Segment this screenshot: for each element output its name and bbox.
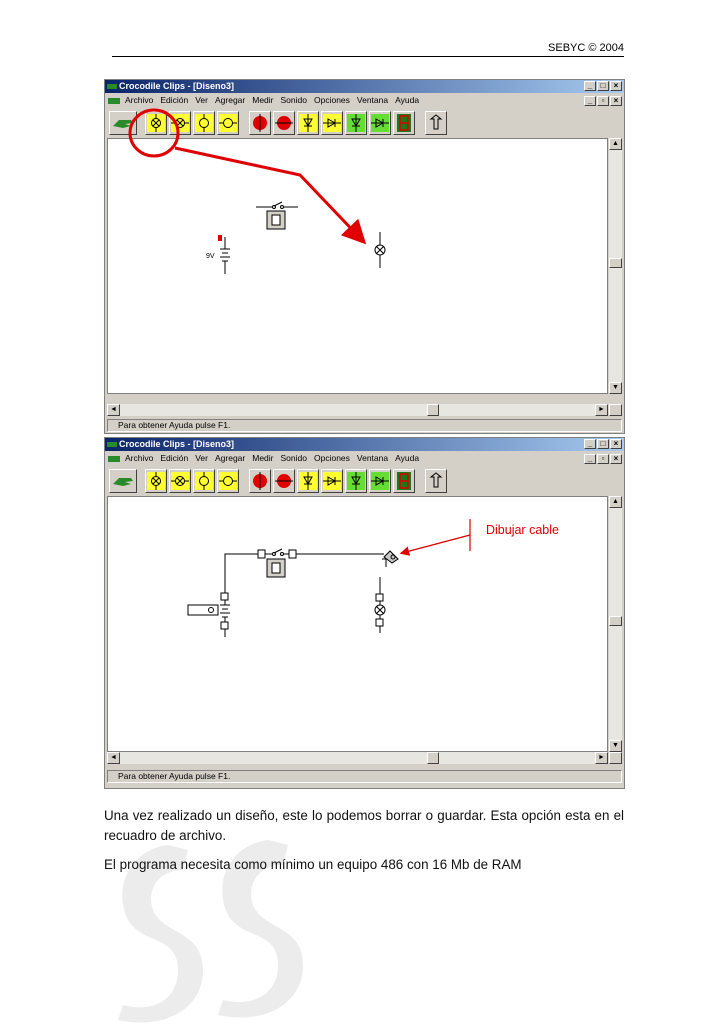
scroll-right-button[interactable]: ► [595,752,608,764]
restore-button[interactable]: ▫ [597,96,609,106]
green-led-icon [371,472,389,490]
tool-lamp-1[interactable] [145,469,167,493]
scroll-thumb[interactable] [427,404,439,416]
tool-diode-2[interactable] [321,469,343,493]
pencil-cursor-icon [382,551,398,567]
tool-crocodile[interactable] [109,469,137,493]
minimize-button[interactable]: _ [584,439,596,449]
minimize-button[interactable]: _ [584,81,596,91]
tool-lamp-1[interactable] [145,111,167,135]
tool-diode-2[interactable] [321,111,343,135]
scroll-up-button[interactable]: ▲ [609,496,622,508]
status-bar: Para obtener Ayuda pulse F1. [107,419,622,432]
diode-icon [299,472,317,490]
tool-diode-1[interactable] [297,469,319,493]
menu-opciones[interactable]: Opciones [313,95,350,105]
vertical-scrollbar[interactable] [609,496,622,752]
tool-arrow[interactable] [425,469,447,493]
menu-archivo[interactable]: Archivo [125,95,154,105]
horizontal-scrollbar[interactable] [107,404,608,416]
design-canvas[interactable] [107,138,608,394]
arrow-icon [427,114,445,132]
close-button[interactable]: × [610,439,622,449]
title-bar [105,80,624,93]
tool-lamp-2[interactable] [169,111,191,135]
lamp-icon [195,114,213,132]
menu-ventana[interactable]: Ventana [356,95,389,105]
diode-icon [323,472,341,490]
menu-medir[interactable]: Medir [252,95,274,105]
crocodile-icon [111,472,135,490]
page-header: SEBYC © 2004 [548,42,624,54]
seven-segment-icon [395,114,413,132]
body-paragraph-2: El programa necesita como mínimo un equipo 486 con 16 Mb de RAM [104,857,522,872]
close-button[interactable]: × [610,96,622,106]
tool-lamp-3[interactable] [193,111,215,135]
green-led-icon [347,114,365,132]
menu-ayuda[interactable]: Ayuda [395,453,420,463]
menu-sonido[interactable]: Sonido [280,95,307,105]
lamp-icon [147,114,165,132]
lamp-icon [219,472,237,490]
lamp-component [375,232,385,268]
scroll-left-button[interactable]: ◄ [107,404,120,416]
tool-lamp-2[interactable] [169,469,191,493]
tool-red-led-1[interactable] [249,469,271,493]
toolbar [105,108,624,138]
tool-red-led-1[interactable] [249,111,271,135]
minimize-button[interactable]: _ [584,96,596,106]
restore-button[interactable]: ▫ [597,454,609,464]
tool-arrow[interactable] [425,111,447,135]
minimize-button[interactable]: _ [584,454,596,464]
tool-green-led-2[interactable] [369,469,391,493]
battery-component [188,593,230,637]
red-led-icon [275,114,293,132]
tool-lamp-3[interactable] [193,469,215,493]
menu-archivo[interactable]: Archivo [125,453,154,463]
vertical-scrollbar[interactable] [609,138,622,394]
tool-lamp-4[interactable] [217,111,239,135]
tool-lamp-4[interactable] [217,469,239,493]
tool-green-led-1[interactable] [345,469,367,493]
red-led-icon [275,472,293,490]
window-title: Crocodile Clips - [Diseno3] [119,439,235,449]
tool-diode-1[interactable] [297,111,319,135]
menu-ver[interactable]: Ver [195,95,208,105]
app-window-2 [104,437,625,789]
diode-icon [299,114,317,132]
red-led-icon [251,472,269,490]
menu-ver[interactable]: Ver [195,453,208,463]
menu-edicion[interactable]: Edición [160,95,189,105]
close-button[interactable]: × [610,81,622,91]
lamp-icon [195,472,213,490]
lamp-component [375,577,385,633]
lamp-icon [147,472,165,490]
seven-segment-icon [395,472,413,490]
red-led-icon [251,114,269,132]
scroll-thumb[interactable] [427,752,439,764]
tool-green-led-2[interactable] [369,111,391,135]
window-title: Crocodile Clips - [Diseno3] [119,81,235,91]
lamp-icon [171,472,189,490]
tool-seven-segment[interactable] [393,469,415,493]
maximize-button[interactable]: □ [597,81,609,91]
tool-red-led-2[interactable] [273,469,295,493]
lamp-icon [219,114,237,132]
callout-label: Dibujar cable [486,523,559,537]
crocodile-icon [107,440,117,449]
scroll-left-button[interactable]: ◄ [107,752,120,764]
menu-agregar[interactable]: Agregar [215,95,246,105]
green-led-icon [371,114,389,132]
menu-ventana[interactable]: Ventana [356,453,389,463]
body-paragraph-1: Una vez realizado un diseño, este lo podemos borrar o guardar. Esta opción esta en el recuadro de archivo. [104,808,624,843]
crocodile-icon [111,114,135,132]
battery-component [218,235,230,274]
crocodile-icon [107,454,121,464]
toolbar [105,466,624,496]
scroll-thumb[interactable] [609,616,622,626]
scroll-down-button[interactable]: ▼ [609,382,622,394]
tool-green-led-1[interactable] [345,111,367,135]
crocodile-icon [107,82,117,91]
circuit-drawing [108,139,608,394]
scroll-corner [609,404,622,416]
menu-bar [105,452,624,465]
diode-icon [323,114,341,132]
crocodile-icon [107,96,121,106]
menu-opciones[interactable]: Opciones [313,453,350,463]
scroll-down-button[interactable]: ▼ [609,740,622,752]
lamp-icon [171,114,189,132]
switch-component [256,202,298,229]
menu-bar [105,94,624,107]
title-bar [105,438,624,451]
menu-medir[interactable]: Medir [252,453,274,463]
tool-crocodile[interactable] [109,111,137,135]
tool-seven-segment[interactable] [393,111,415,135]
status-bar: Para obtener Ayuda pulse F1. [107,770,622,783]
scroll-corner [609,752,622,764]
tool-red-led-2[interactable] [273,111,295,135]
maximize-button[interactable]: □ [597,439,609,449]
app-window-1 [104,79,625,434]
menu-ayuda[interactable]: Ayuda [395,95,420,105]
header-rule [112,56,624,57]
close-button[interactable]: × [610,454,622,464]
menu-edicion[interactable]: Edición [160,453,189,463]
horizontal-scrollbar[interactable] [107,752,608,764]
green-led-icon [347,472,365,490]
arrow-icon [427,472,445,490]
scroll-thumb[interactable] [609,258,622,268]
scroll-up-button[interactable]: ▲ [609,138,622,150]
battery-label: 9V [206,253,215,260]
menu-agregar[interactable]: Agregar [215,453,246,463]
scroll-right-button[interactable]: ► [595,404,608,416]
switch-component [258,549,296,577]
menu-sonido[interactable]: Sonido [280,453,307,463]
